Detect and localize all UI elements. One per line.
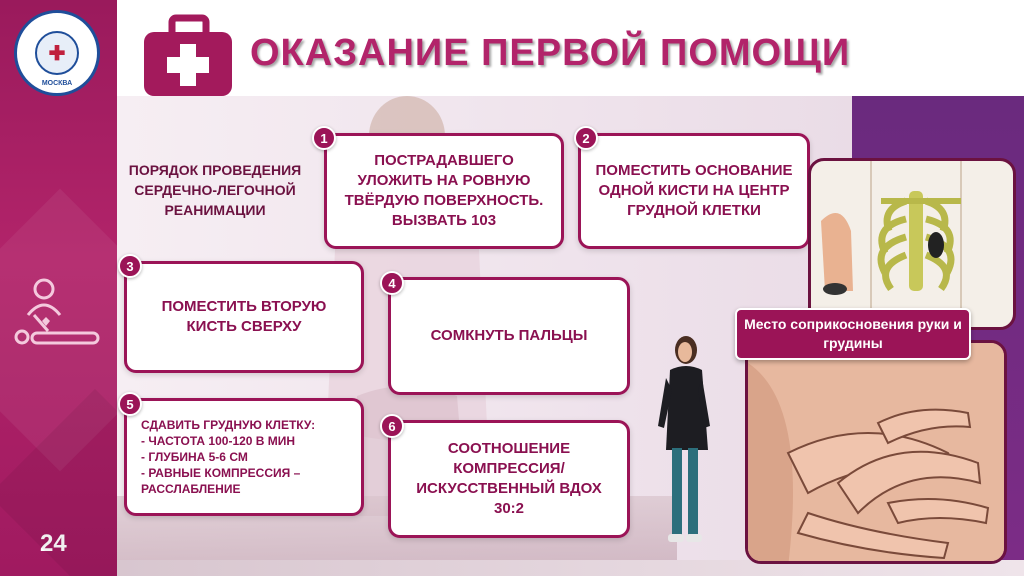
step-card-3 [124, 261, 364, 373]
step-5-line: СДАВИТЬ ГРУДНУЮ КЛЕТКУ: [141, 418, 316, 432]
hands-illustration [748, 343, 1007, 564]
image-caption: Место соприкосновения руки и грудины [735, 308, 971, 360]
step-5-line: - ГЛУБИНА 5-6 СМ [141, 450, 248, 464]
step-card-4 [388, 277, 630, 395]
first-aid-kit-icon [140, 14, 236, 100]
page-number: 24 [40, 530, 67, 557]
step-text-1: ПОСТРАДАВШЕГО УЛОЖИТЬ НА РОВНУЮ ТВЁРДУЮ ПОВЕРХНОСТЬ. ВЫЗВАТЬ 103 [344, 152, 544, 229]
step-card-6 [388, 420, 630, 538]
logo-emblem: ✚ [35, 31, 79, 75]
step-number-2: 2 [574, 126, 598, 150]
logo-city: МОСКВА [41, 80, 73, 87]
page-title: ОКАЗАНИЕ ПЕРВОЙ ПОМОЩИ [250, 32, 851, 74]
sidebar [0, 0, 117, 576]
step-number-4: 4 [380, 271, 404, 295]
cpr-icon [8, 275, 108, 355]
step-5-line: - ЧАСТОТА 100-120 В МИН [141, 434, 296, 448]
woman-illustration [652, 330, 722, 556]
organization-logo [14, 10, 100, 96]
intro-text: ПОРЯДОК ПРОВЕДЕНИЯ СЕРДЕЧНО-ЛЕГОЧНОЙ РЕАНИМАЦИИ [128, 162, 302, 218]
ribcage-image [808, 158, 1016, 330]
ribcage-illustration [811, 161, 1016, 330]
step-number-1: 1 [312, 126, 336, 150]
step-number-5: 5 [118, 392, 142, 416]
step-text-5 [141, 417, 347, 497]
step-text-6: СООТНОШЕНИЕ КОМПРЕССИЯ/ ИСКУССТВЕННЫЙ ВДОХ 30:2 [416, 440, 602, 517]
step-5-line: - РАВНЫЕ КОМПРЕССИЯ – РАССЛАБЛЕНИЕ [141, 466, 301, 496]
step-card-1 [324, 133, 564, 249]
step-text-2: ПОМЕСТИТЬ ОСНОВАНИЕ ОДНОЙ КИСТИ НА ЦЕНТР ГРУДНОЙ КЛЕТКИ [595, 162, 793, 219]
step-number-3: 3 [118, 254, 142, 278]
step-text-4: СОМКНУТЬ ПАЛЬЦЫ [430, 327, 588, 344]
step-card-5 [124, 398, 364, 516]
step-number-6: 6 [380, 414, 404, 438]
step-text-3: ПОМЕСТИТЬ ВТОРУЮ КИСТЬ СВЕРХУ [161, 298, 327, 335]
step-card-2 [578, 133, 810, 249]
hands-on-sternum-image [745, 340, 1007, 564]
